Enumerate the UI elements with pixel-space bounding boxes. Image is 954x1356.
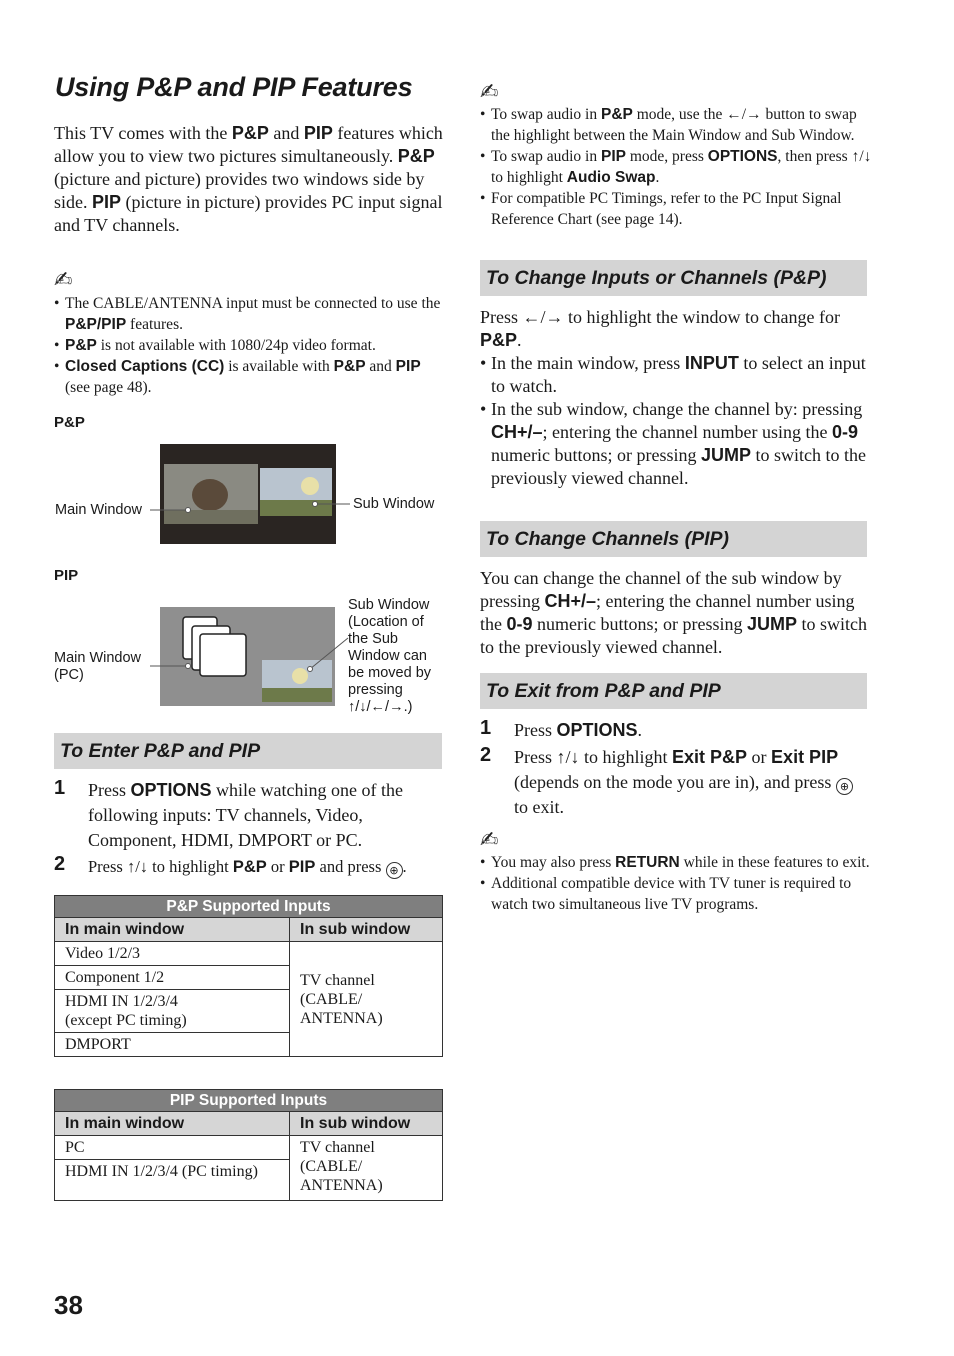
note-item: • To swap audio in PIP mode, press OPTIONS, then press ↑/↓ to highlight Audio Swap. [480,146,872,188]
pp-supported-inputs-table [54,895,443,1057]
intro-paragraph: This TV comes with the P&P and PIP features which allow you to view two pictures simultaneously. P&P (picture and picture) provides two windows side by side. PIP (picture in picture) provides PC input signal and TV channels. [54,123,443,235]
enter-step-2: 2 Press ↑/↓ to highlight P&P or PIP and press ⊕ . [54,853,407,877]
note-item: • Closed Captions (CC) is available with P&P and PIP (see page 48). [54,356,446,398]
notes-left [54,293,446,398]
table-header-sub: In sub window [290,918,443,942]
table-cell: HDMI IN 1/2/3/4 (PC timing) [55,1160,290,1201]
table-header-sub: In sub window [290,1112,443,1136]
table-header-main: In main window [55,1112,290,1136]
flower-figure [301,477,319,495]
list-item: • In the main window, press INPUT to select an input to watch. [480,352,870,398]
table-cell: PC [55,1136,290,1160]
note-item: • Additional compatible device with TV tuner is required to watch two simultaneous live TV programs. [480,873,872,915]
note-pencil-icon: ✍ [480,828,499,853]
pip-sub-window-label: Sub Window (Location of the Sub Window can be moved by pressing ↑/↓/←/→.) [348,597,432,715]
exit-step-1: 1 Press OPTIONS. [480,717,643,740]
change-channels-body: You can change the channel of the sub window by pressing CH+/–; entering the channel number using the 0-9 numeric buttons; or pressing JUMP to switch to the previously viewed channel. [480,568,868,657]
note-item: • You may also press RETURN while in these features to exit. [480,852,872,873]
tiger-figure [192,479,228,511]
pp-main-window-label: Main Window [55,502,143,518]
pip-diagram-label: PIP [54,567,79,584]
table-cell: Video 1/2/3 [55,942,290,966]
pp-diagram [150,440,450,548]
table-cell: DMPORT [55,1033,290,1057]
table-cell-sub: TV channel (CABLE/ ANTENNA) [290,1136,443,1201]
notes-exit [480,852,872,915]
page-title: Using P&P and PIP Features [55,72,413,102]
exit-step-2: 2 Press ↑/↓ to highlight Exit P&P or Exit PIP (depends on the mode you are in), and press ⊕ to exit. [480,745,870,820]
notes-right [480,104,872,230]
change-inputs-body: Press ←/→ to highlight the window to change for P&P. • In the main window, press INPUT to select an input to watch. • In the sub window, change the channel by: pressing CH+/–; entering the channel number using the 0-9 numeric buttons; or pressing JUMP to switch to the previously viewed channel. [480,306,870,490]
list-item: • In the sub window, change the channel by: pressing CH+/–; entering the channel number using the 0-9 numeric buttons; or pressing JUMP to switch to the previously viewed channel. [480,398,870,490]
table-caption: P&P Supported Inputs [55,896,443,918]
note-item: • The CABLE/ANTENNA input must be connected to use the P&P/PIP features. [54,293,446,335]
pp-sub-window-label: Sub Window [353,496,435,512]
change-channels-heading: To Change Channels (PIP) [480,521,867,557]
page-number: 38 [54,1290,83,1320]
note-pencil-icon: ✍ [480,80,499,105]
note-item: • P&P is not available with 1080/24p video format. [54,335,446,356]
table-cell-sub: TV channel (CABLE/ ANTENNA) [290,942,443,1057]
table-cell: Component 1/2 [55,966,290,990]
pp-diagram-label: P&P [54,414,85,431]
table-cell: HDMI IN 1/2/3/4 (except PC timing) [55,990,290,1033]
pip-supported-inputs-table [54,1089,443,1201]
enter-step-1: 1 Press OPTIONS while watching one of the following inputs: TV channels, Video, Component, HDMI, DMPORT or PC. [54,777,403,850]
table-caption: PIP Supported Inputs [55,1090,443,1112]
pip-main-window-label: Main Window (PC) [54,650,142,683]
change-inputs-heading: To Change Inputs or Channels (P&P) [480,260,867,296]
pip-diagram [150,604,350,708]
note-pencil-icon: ✍ [54,268,73,293]
enter-button-icon: ⊕ [386,862,403,879]
note-item: • For compatible PC Timings, refer to the PC Input Signal Reference Chart (see page 14). [480,188,872,230]
exit-section-heading: To Exit from P&P and PIP [480,673,867,709]
enter-section-heading: To Enter P&P and PIP [54,733,442,769]
note-item: • To swap audio in P&P mode, use the ←/→ button to swap the highlight between the Main Window and Sub Window. [480,104,872,146]
table-header-main: In main window [55,918,290,942]
enter-button-icon: ⊕ [836,778,853,795]
